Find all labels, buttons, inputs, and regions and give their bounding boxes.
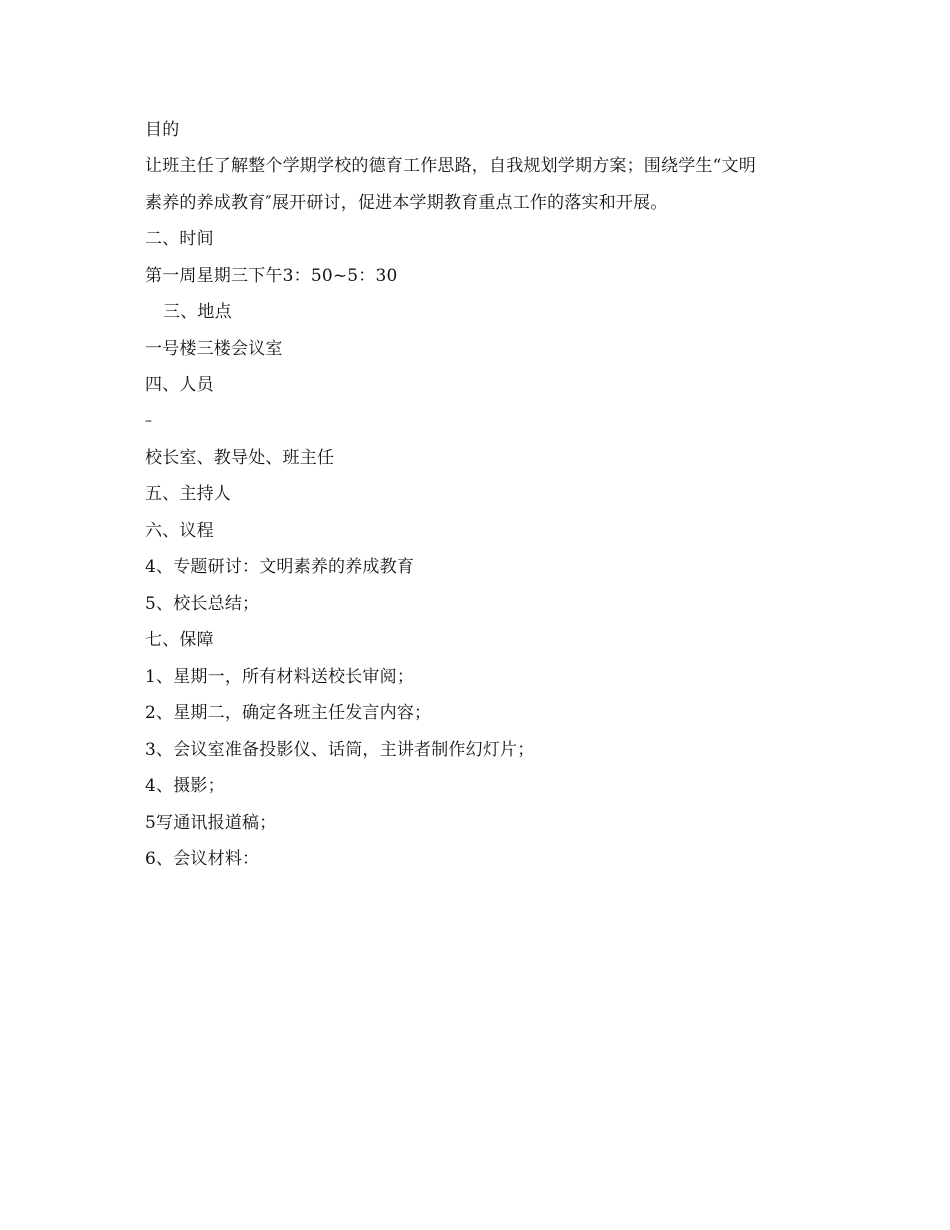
agenda-item-5: 5、校长总结； bbox=[145, 594, 260, 614]
section-heading-personnel: 四、人员 bbox=[145, 375, 214, 395]
support-item-6: 6、会议材料： bbox=[145, 849, 260, 869]
dash-mark: – bbox=[145, 413, 153, 429]
support-item-2: 2、星期二，确定各班主任发言内容； bbox=[145, 703, 432, 723]
personnel-text: 校长室、教导处、班主任 bbox=[145, 448, 335, 468]
purpose-text-line-1: 让班主任了解整个学期学校的德育工作思路，自我规划学期方案；围绕学生“文明 bbox=[145, 156, 756, 176]
section-heading-location: 三、地点 bbox=[163, 302, 232, 322]
support-item-4: 4、摄影； bbox=[145, 776, 225, 796]
support-item-3: 3、会议室准备投影仪、话筒，主讲者制作幻灯片； bbox=[145, 740, 535, 760]
time-text: 第一周星期三下午3：50~5：30 bbox=[145, 266, 398, 286]
purpose-text-line-2: 素养的养成教育″展开研讨，促进本学期教育重点工作的落实和开展。 bbox=[145, 193, 668, 213]
section-heading-support: 七、保障 bbox=[145, 630, 214, 650]
support-item-5: 5写通讯报道稿； bbox=[145, 813, 277, 833]
section-heading-agenda: 六、议程 bbox=[145, 521, 214, 541]
section-heading-purpose: 目的 bbox=[145, 120, 180, 140]
location-text: 一号楼三楼会议室 bbox=[145, 339, 283, 359]
support-item-1: 1、星期一，所有材料送校长审阅； bbox=[145, 667, 415, 687]
section-heading-time: 二、时间 bbox=[145, 229, 214, 249]
agenda-item-4: 4、专题研讨：文明素养的养成教育 bbox=[145, 557, 415, 577]
section-heading-host: 五、主持人 bbox=[145, 484, 231, 504]
